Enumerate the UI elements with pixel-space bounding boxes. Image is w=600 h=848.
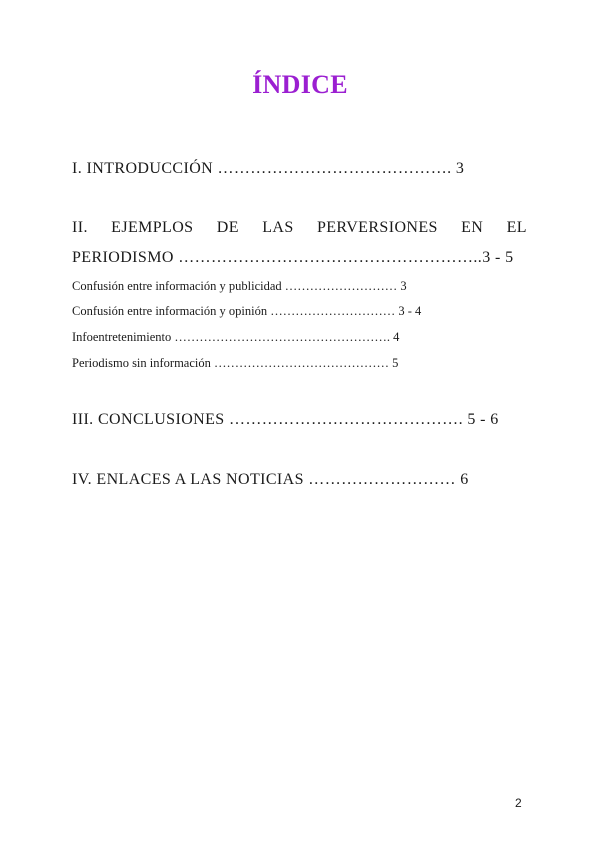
toc-word: LAS xyxy=(262,219,294,236)
toc-word: II. xyxy=(72,219,88,236)
toc-subentry-infoentretenimiento: Infoentretenimiento ……………………………………………. 4 xyxy=(72,330,400,344)
toc-subentry-publicidad: Confusión entre información y publicidad ……………………… 3 xyxy=(72,279,407,293)
toc-word: EL xyxy=(506,219,527,236)
toc-entry-ejemplos-line1 xyxy=(72,219,527,237)
toc-entry-introduccion: I. INTRODUCCIÓN ……………………………………. 3 xyxy=(72,160,465,177)
toc-word: EN xyxy=(461,219,484,236)
toc-word: PERVERSIONES xyxy=(316,219,438,236)
toc-entry-conclusiones: III. CONCLUSIONES ……………………………………. 5 - 6 xyxy=(72,411,499,428)
toc-word: EJEMPLOS xyxy=(111,219,194,236)
toc-word: DE xyxy=(216,219,239,236)
page-number: 2 xyxy=(515,796,522,810)
toc-subentry-opinion: Confusión entre información y opinión ………………………… 3 - 4 xyxy=(72,304,422,318)
toc-entry-enlaces: IV. ENLACES A LAS NOTICIAS ……………………… 6 xyxy=(72,471,469,488)
page-title: ÍNDICE xyxy=(252,70,348,99)
toc-subentry-sin-informacion: Periodismo sin información …………………………………… 5 xyxy=(72,356,399,370)
toc-entry-ejemplos-line2: PERIODISMO ………………………………………………..3 - 5 xyxy=(72,249,514,266)
